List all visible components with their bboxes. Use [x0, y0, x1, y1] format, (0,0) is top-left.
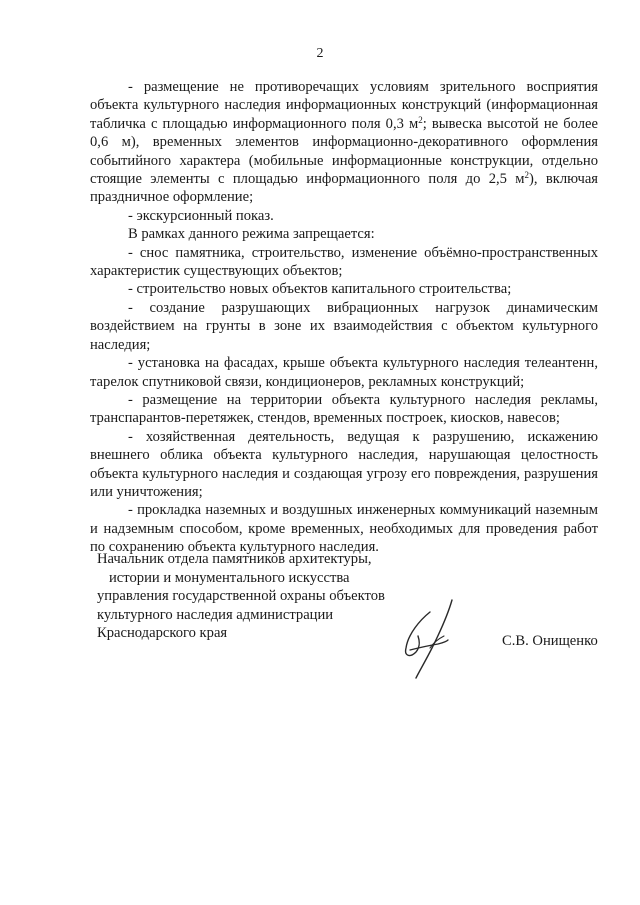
paragraph-advertising: - размещение на территории объекта культурного наследия рекламы, транспарантов-перетяжек, стендов, временных построек, киосков, навесов;: [90, 391, 598, 427]
paragraph-economic-activity: - хозяйственная деятельность, ведущая к разрушению, искажению внешнего облика объекта культурного наследия, нарушающая целостность объекта культурного наследия и создающая угрозу его повреждения, разрушения или уничтожения;: [90, 428, 598, 500]
paragraph-text: ), включая праздничное оформление;: [90, 171, 599, 206]
paragraph-new-construction: - строительство новых объектов капитального строительства;: [128, 281, 512, 298]
paragraph-prohibited-heading: В рамках данного режима запрещается:: [128, 226, 375, 243]
superscript: 2: [418, 114, 423, 125]
paragraph-facade-installation: - установка на фасадах, крыше объекта культурного наследия телеантенн, тарелок спутниковой связи, кондиционеров, рекламных конструкций;: [90, 355, 598, 390]
signatory-line: Начальник отдела памятников архитектуры,: [97, 551, 372, 567]
paragraph-excursion: - экскурсионный показ.: [128, 207, 274, 224]
paragraph-demolition: - снос памятника, строительство, изменение объёмно-пространственных характеристик существующих объектов;: [90, 244, 598, 280]
signatory-name: С.В. Онищенко: [502, 633, 598, 649]
page-number: 2: [316, 46, 324, 61]
paragraph-communications: - прокладка наземных и воздушных инженерных коммуникаций наземным и надземным способом, кроме временных, необходимых для проведения работ по сохранению объекта культурного наследия.: [90, 502, 598, 556]
handwritten-signature: [390, 592, 470, 682]
signatory-line: Краснодарского края: [97, 625, 228, 641]
signatory-line: истории и монументального искусства: [109, 569, 350, 586]
paragraph-vibration: - создание разрушающих вибрационных нагрузок динамическим воздействием на грунты в зоне их взаимодействия с объектом культурного наследия;: [90, 299, 598, 353]
superscript: 2: [524, 170, 530, 181]
signatory-title: [97, 550, 385, 643]
paragraph-text: - размещение не противоречащих условиям зрительного восприятия объекта культурного наследия информационных конструкций (информационная табличка с площадью информационного поля 0,3 м: [90, 79, 598, 132]
document-body: [90, 78, 598, 557]
signatory-line: управления государственной охраны объектов: [97, 588, 385, 604]
signatory-line: культурного наследия администрации: [97, 606, 334, 623]
paragraph-information-constructions: [90, 78, 598, 207]
paragraph-text: ; вывеска высотой не более 0,6 м), временных элементов информационно-декоративного оформления событийного характера (мобильные информационные конструкции, отдельно стоящие элементы с площадью информационного поля до 2,5 м: [90, 115, 598, 188]
